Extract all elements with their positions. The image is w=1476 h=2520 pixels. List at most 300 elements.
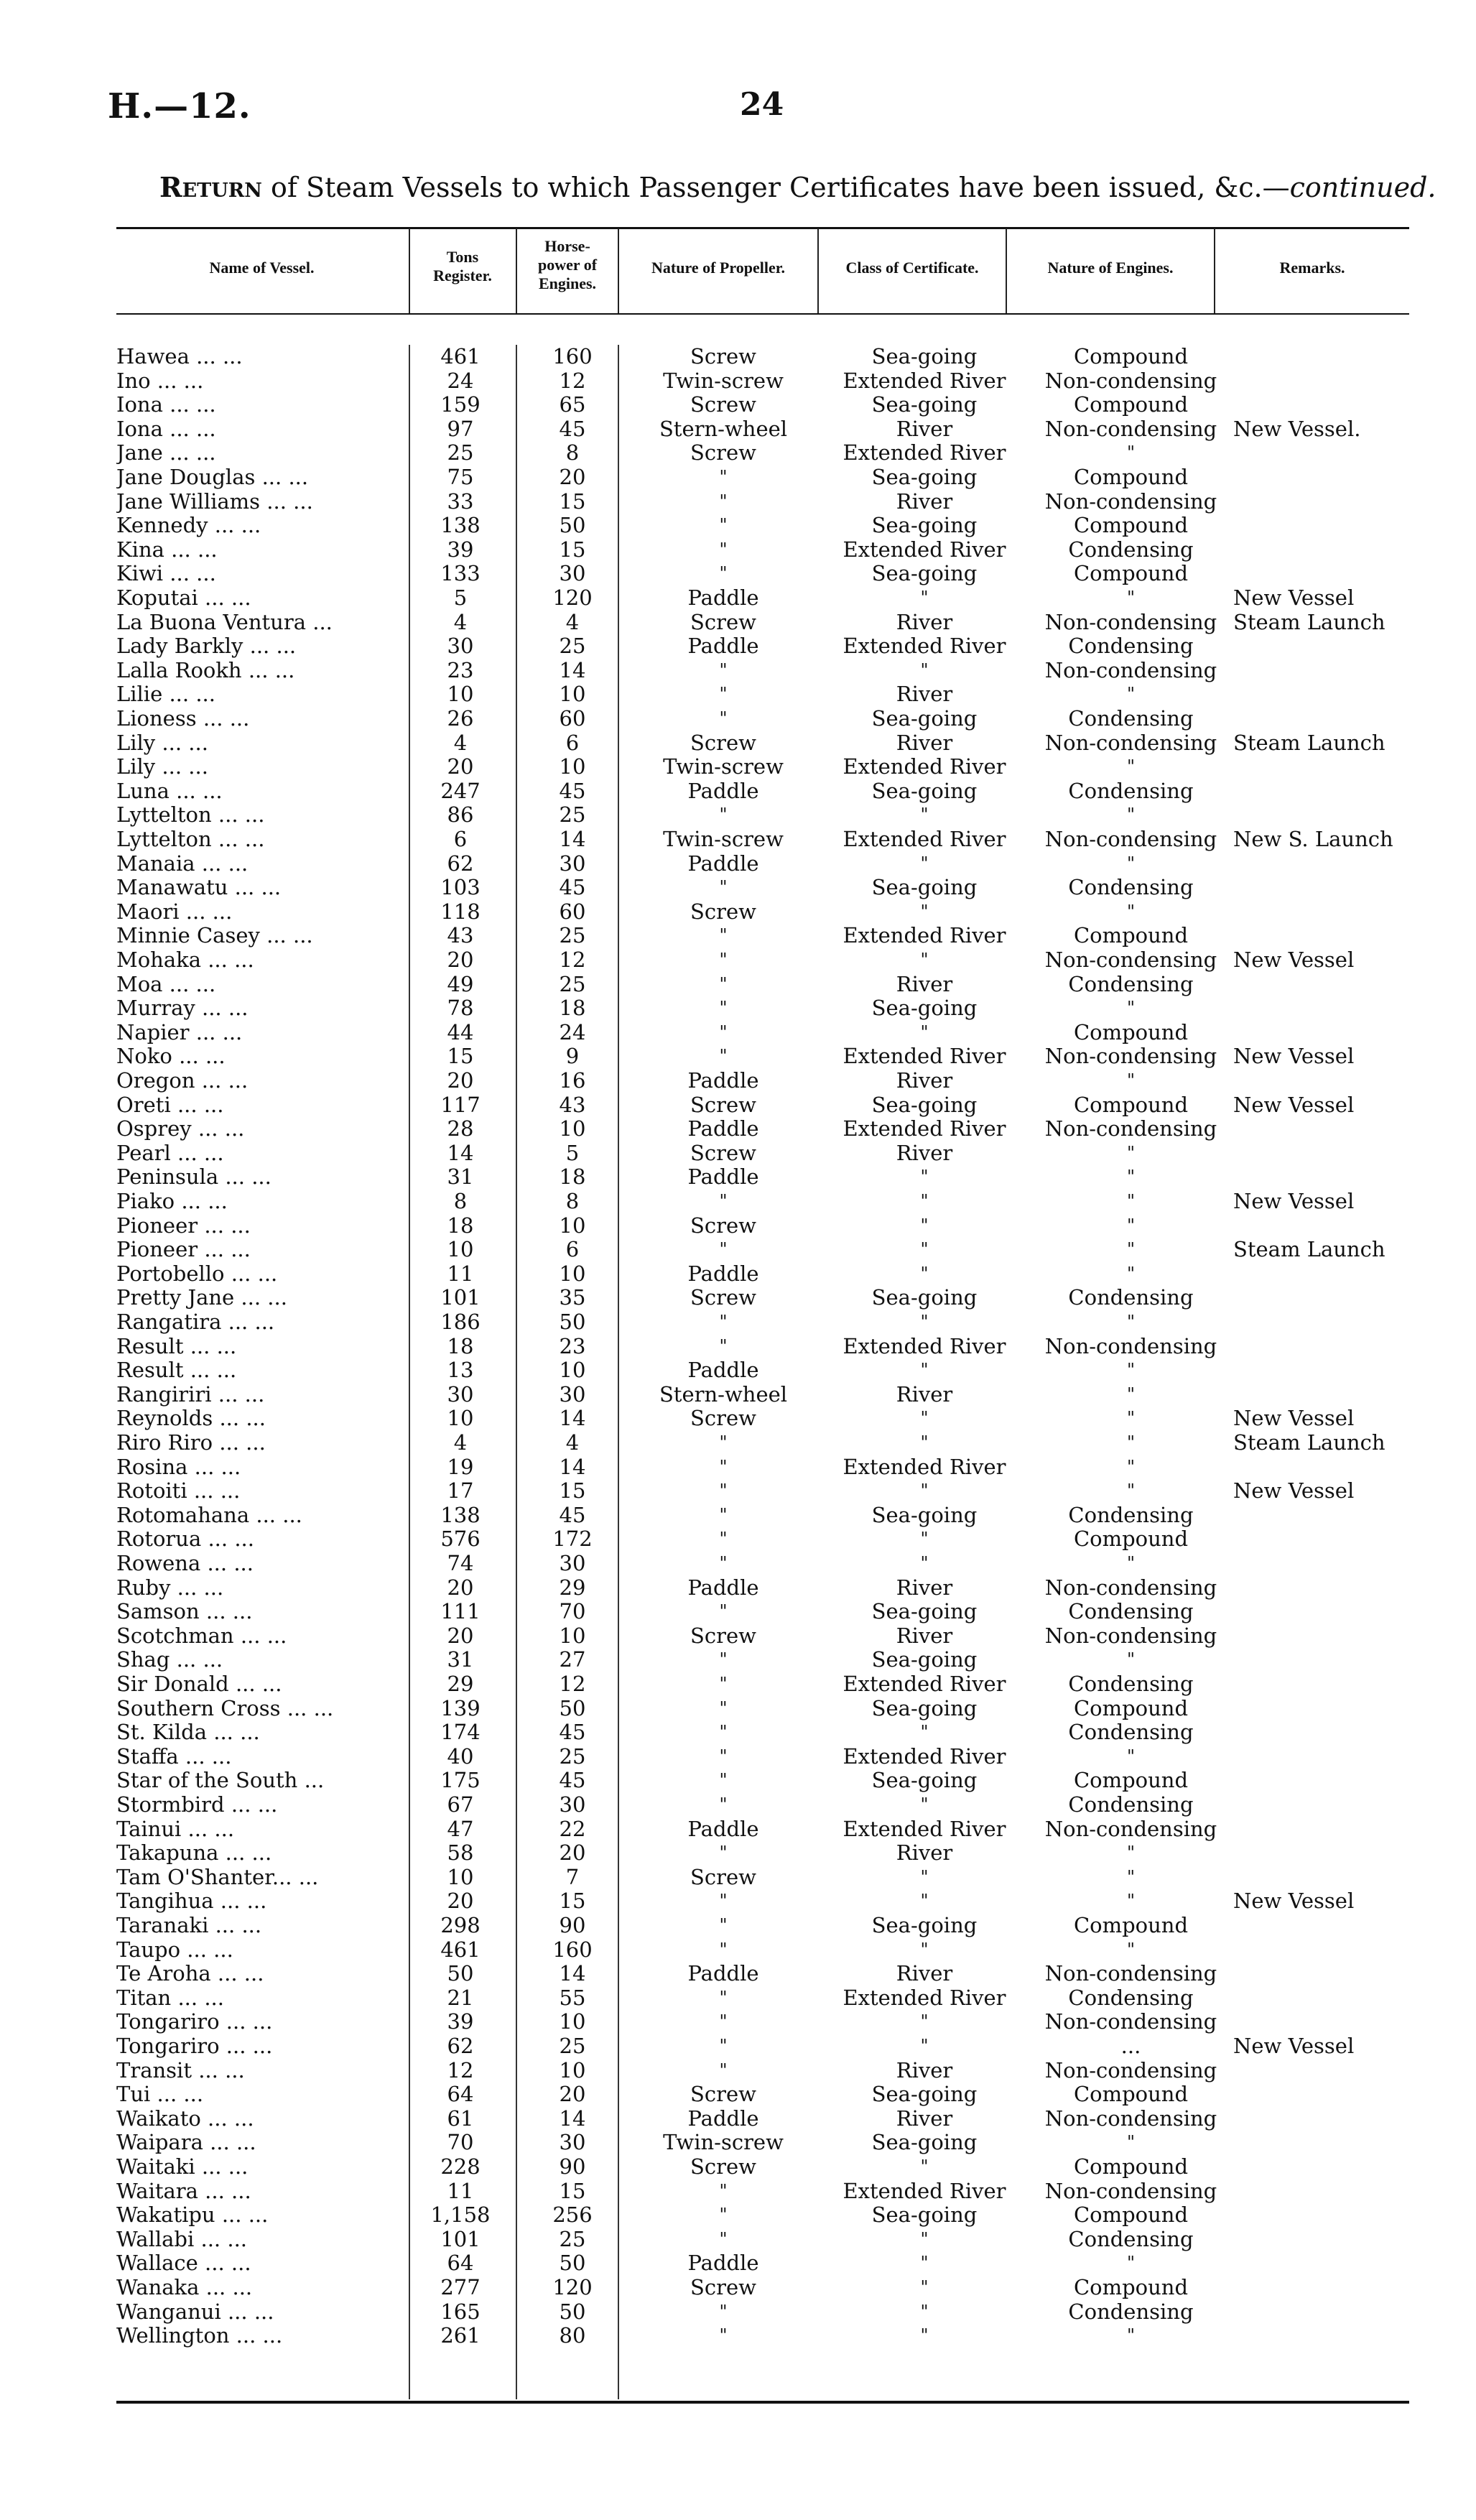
tons-register-cell: 75 bbox=[447, 465, 474, 489]
propeller-cell: Paddle bbox=[687, 851, 759, 876]
table-row bbox=[116, 2228, 1409, 2252]
engine-type-cell: Condensing bbox=[1068, 634, 1194, 659]
tons-register-cell: 133 bbox=[440, 561, 481, 586]
horsepower-cell: 14 bbox=[559, 2106, 586, 2131]
horsepower-cell: 14 bbox=[559, 1406, 586, 1431]
table-title bbox=[159, 171, 1436, 203]
vessel-name-cell: Southern Cross ... ... bbox=[116, 1696, 334, 1720]
certificate-class-cell: " bbox=[920, 1312, 929, 1332]
engine-type-cell: " bbox=[1126, 1553, 1136, 1573]
certificate-class-cell: Extended River bbox=[843, 368, 1006, 393]
propeller-cell: " bbox=[719, 1649, 728, 1670]
engine-type-cell: Compound bbox=[1073, 561, 1189, 586]
certificate-class-cell: Extended River bbox=[843, 1116, 1006, 1141]
table-row bbox=[116, 1793, 1409, 1817]
engine-type-cell: Non-condensing bbox=[1044, 368, 1217, 393]
engine-type-cell: " bbox=[1126, 443, 1136, 463]
horsepower-cell: 20 bbox=[559, 465, 586, 489]
tons-register-cell: 4 bbox=[453, 730, 468, 755]
propeller-cell: Paddle bbox=[687, 1261, 759, 1286]
horsepower-cell: 10 bbox=[559, 682, 586, 707]
horsepower-cell: 30 bbox=[559, 1792, 586, 1817]
certificate-class-cell: Sea-going bbox=[871, 465, 978, 489]
table-row bbox=[116, 1069, 1409, 1093]
table-row bbox=[116, 973, 1409, 997]
horsepower-cell: 70 bbox=[559, 1599, 586, 1624]
horsepower-cell: 30 bbox=[559, 851, 586, 876]
vessel-name-cell: Staffa ... ... bbox=[116, 1744, 232, 1769]
table-row bbox=[116, 755, 1409, 779]
vessel-name-cell: Iona ... ... bbox=[116, 417, 216, 441]
table-row bbox=[116, 1093, 1409, 1118]
propeller-cell: Paddle bbox=[687, 778, 759, 803]
horsepower-cell: 50 bbox=[559, 1310, 586, 1334]
vessel-name-cell: Stormbird ... ... bbox=[116, 1793, 278, 1817]
engine-type-cell: Compound bbox=[1073, 1527, 1189, 1552]
tons-register-cell: 20 bbox=[447, 1623, 474, 1648]
horsepower-cell: 14 bbox=[559, 827, 586, 851]
engine-type-cell: Non-condensing bbox=[1044, 416, 1217, 441]
propeller-cell: " bbox=[719, 1722, 728, 1743]
tons-register-cell: 26 bbox=[447, 706, 474, 731]
table-row bbox=[116, 1383, 1409, 1407]
certificate-class-cell: " bbox=[920, 2011, 929, 2032]
certificate-class-cell: Sea-going bbox=[871, 1913, 978, 1937]
horsepower-cell: 120 bbox=[552, 2275, 593, 2299]
propeller-cell: " bbox=[719, 515, 728, 536]
vessel-name-cell: Wanganui ... ... bbox=[116, 2299, 274, 2324]
certificate-class-cell: River bbox=[896, 1140, 953, 1165]
certificate-class-cell: " bbox=[920, 2277, 929, 2297]
certificate-class-cell: River bbox=[896, 682, 953, 707]
table-row bbox=[116, 586, 1409, 611]
propeller-cell: " bbox=[719, 1432, 728, 1453]
propeller-cell: " bbox=[719, 1191, 728, 1211]
propeller-cell: " bbox=[719, 1046, 728, 1067]
engine-type-cell: " bbox=[1126, 1891, 1136, 1912]
table-row bbox=[116, 634, 1409, 659]
engine-type-cell: Condensing bbox=[1068, 1672, 1194, 1696]
certificate-class-cell: Sea-going bbox=[871, 1285, 978, 1310]
vessel-name-cell: Pretty Jane ... ... bbox=[116, 1286, 287, 1310]
horsepower-cell: 43 bbox=[559, 1092, 586, 1117]
table-row bbox=[116, 2179, 1409, 2204]
table-row bbox=[116, 393, 1409, 417]
engine-type-cell: " bbox=[1126, 1746, 1136, 1766]
certificate-class-cell: " bbox=[920, 1167, 929, 1187]
horsepower-cell: 65 bbox=[559, 392, 586, 417]
engine-type-cell: Non-condensing bbox=[1044, 1623, 1217, 1648]
column-header-engines: Nature of Engines. bbox=[1047, 259, 1174, 277]
vessel-name-cell: Moa ... ... bbox=[116, 972, 216, 996]
table-row bbox=[116, 1962, 1409, 1986]
document-reference: H.—12. bbox=[108, 86, 251, 126]
certificate-class-cell: Extended River bbox=[843, 1044, 1006, 1069]
tons-register-cell: 175 bbox=[440, 1768, 481, 1793]
horsepower-cell: 15 bbox=[559, 537, 586, 562]
table-row bbox=[116, 2083, 1409, 2107]
certificate-class-cell: Extended River bbox=[843, 1333, 1006, 1358]
tons-register-cell: 4 bbox=[453, 1430, 468, 1455]
engine-type-cell: Non-condensing bbox=[1044, 2178, 1217, 2203]
table-row bbox=[116, 417, 1409, 442]
tons-register-cell: 138 bbox=[440, 513, 481, 538]
engine-type-cell: Compound bbox=[1073, 1019, 1189, 1044]
horsepower-cell: 25 bbox=[559, 634, 586, 659]
engine-type-cell: " bbox=[1126, 1843, 1136, 1863]
tons-register-cell: 117 bbox=[440, 1092, 481, 1117]
table-row bbox=[116, 1841, 1409, 1866]
propeller-cell: Paddle bbox=[687, 634, 759, 659]
engine-type-cell: Non-condensing bbox=[1044, 609, 1217, 634]
tons-register-cell: 5 bbox=[453, 585, 468, 610]
vessel-name-cell: Hawea ... ... bbox=[116, 345, 243, 369]
vessel-name-cell: Rangiriri ... ... bbox=[116, 1382, 265, 1407]
remarks-cell: New Vessel bbox=[1233, 1092, 1355, 1117]
vessel-name-cell: Manaia ... ... bbox=[116, 851, 249, 876]
vessel-name-cell: Waitaki ... ... bbox=[116, 2155, 249, 2179]
tons-register-cell: 17 bbox=[447, 1478, 474, 1504]
engine-type-cell: " bbox=[1126, 1432, 1136, 1453]
propeller-cell: " bbox=[719, 1312, 728, 1332]
propeller-cell: Screw bbox=[690, 899, 756, 924]
vessel-name-cell: Maori ... ... bbox=[116, 899, 233, 924]
vessel-name-cell: Rotomahana ... ... bbox=[116, 1503, 302, 1527]
table-row bbox=[116, 2010, 1409, 2034]
column-header-certificate: Class of Certificate. bbox=[845, 259, 979, 277]
engine-type-cell: " bbox=[1126, 1167, 1136, 1187]
horsepower-cell: 10 bbox=[559, 1116, 586, 1141]
vessel-name-cell: Riro Riro ... ... bbox=[116, 1431, 266, 1455]
table-row bbox=[116, 611, 1409, 635]
engine-type-cell: " bbox=[1126, 1215, 1136, 1236]
propeller-cell: " bbox=[719, 659, 728, 680]
vessel-name-cell: Titan ... ... bbox=[116, 1986, 224, 2010]
certificate-class-cell: " bbox=[920, 1408, 929, 1429]
engine-type-cell: Non-condensing bbox=[1044, 1116, 1217, 1141]
vessel-name-cell: Pioneer ... ... bbox=[116, 1238, 251, 1262]
vessel-name-cell: Rotoiti ... ... bbox=[116, 1479, 241, 1504]
horsepower-cell: 6 bbox=[565, 730, 580, 755]
engine-type-cell: Condensing bbox=[1068, 537, 1194, 562]
certificate-class-cell: Extended River bbox=[843, 754, 1006, 779]
tons-register-cell: 43 bbox=[447, 923, 474, 948]
horsepower-cell: 256 bbox=[552, 2202, 593, 2228]
propeller-cell: Screw bbox=[690, 1406, 756, 1431]
table-row bbox=[116, 1745, 1409, 1769]
table-row bbox=[116, 1914, 1409, 1938]
tons-register-cell: 21 bbox=[447, 1985, 474, 2010]
certificate-class-cell: Sea-going bbox=[871, 1695, 978, 1720]
table-row bbox=[116, 1866, 1409, 1890]
table-row bbox=[116, 1504, 1409, 1528]
horsepower-cell: 15 bbox=[559, 488, 586, 514]
vessel-name-cell: Minnie Casey ... ... bbox=[116, 924, 313, 948]
engine-type-cell: Compound bbox=[1073, 1695, 1189, 1720]
horsepower-cell: 24 bbox=[559, 1019, 586, 1044]
horsepower-cell: 15 bbox=[559, 2178, 586, 2203]
horsepower-cell: 6 bbox=[565, 1237, 580, 1262]
vessel-name-cell: Koputai ... ... bbox=[116, 586, 251, 610]
engine-type-cell: Compound bbox=[1073, 2202, 1189, 2228]
table-row bbox=[116, 1117, 1409, 1141]
tons-register-cell: 20 bbox=[447, 1575, 474, 1600]
tons-register-cell: 461 bbox=[440, 1937, 481, 1962]
table-row bbox=[116, 1527, 1409, 1552]
vessel-name-cell: Jane ... ... bbox=[116, 441, 216, 465]
horsepower-cell: 18 bbox=[559, 1164, 586, 1190]
horsepower-cell: 10 bbox=[559, 754, 586, 779]
propeller-cell: " bbox=[719, 708, 728, 728]
engine-type-cell: Non-condensing bbox=[1044, 2106, 1217, 2131]
tons-register-cell: 50 bbox=[447, 1961, 474, 1986]
engine-type-cell: Compound bbox=[1073, 1768, 1189, 1793]
engine-type-cell: Compound bbox=[1073, 2082, 1189, 2107]
propeller-cell: " bbox=[719, 467, 728, 487]
engine-type-cell: Condensing bbox=[1068, 1502, 1194, 1527]
propeller-cell: " bbox=[719, 1939, 728, 1960]
table-row bbox=[116, 731, 1409, 756]
engine-type-cell: ... bbox=[1120, 2034, 1141, 2058]
table-row bbox=[116, 707, 1409, 731]
tons-register-cell: 186 bbox=[440, 1310, 481, 1334]
propeller-cell: Screw bbox=[690, 609, 756, 634]
horsepower-cell: 90 bbox=[559, 1913, 586, 1937]
propeller-cell: " bbox=[719, 1987, 728, 2008]
certificate-class-cell: River bbox=[896, 971, 953, 996]
engine-type-cell: " bbox=[1126, 1408, 1136, 1429]
certificate-class-cell: " bbox=[920, 1191, 929, 1211]
certificate-class-cell: Sea-going bbox=[871, 561, 978, 586]
vessel-name-cell: Murray ... ... bbox=[116, 996, 249, 1021]
tons-register-cell: 461 bbox=[440, 344, 481, 369]
horsepower-cell: 172 bbox=[552, 1527, 593, 1552]
certificate-class-cell: Sea-going bbox=[871, 344, 978, 369]
table-row bbox=[116, 2300, 1409, 2325]
table-row bbox=[116, 2131, 1409, 2155]
tons-register-cell: 15 bbox=[447, 1044, 474, 1069]
horsepower-cell: 18 bbox=[559, 996, 586, 1021]
propeller-cell: " bbox=[719, 2036, 728, 2056]
engine-type-cell: " bbox=[1126, 1456, 1136, 1477]
vessel-name-cell: Waipara ... ... bbox=[116, 2131, 256, 2155]
propeller-cell: Paddle bbox=[687, 1068, 759, 1093]
tons-register-cell: 64 bbox=[447, 2082, 474, 2107]
table-row bbox=[116, 1021, 1409, 1045]
propeller-cell: " bbox=[719, 2301, 728, 2322]
horsepower-cell: 30 bbox=[559, 1551, 586, 1575]
title-continued: continued. bbox=[1289, 172, 1436, 203]
tons-register-cell: 4 bbox=[453, 609, 468, 634]
horsepower-cell: 45 bbox=[559, 416, 586, 441]
engine-type-cell: Compound bbox=[1073, 1913, 1189, 1937]
engine-type-cell: " bbox=[1126, 756, 1136, 777]
horsepower-cell: 4 bbox=[565, 609, 580, 634]
remarks-cell: Steam Launch bbox=[1233, 1237, 1386, 1262]
certificate-class-cell: Sea-going bbox=[871, 2202, 978, 2228]
horsepower-cell: 7 bbox=[565, 1864, 580, 1889]
vessel-name-cell: Sir Donald ... ... bbox=[116, 1672, 282, 1696]
certificate-class-cell: Sea-going bbox=[871, 706, 978, 731]
table-row bbox=[116, 1286, 1409, 1310]
propeller-cell: " bbox=[719, 1529, 728, 1549]
propeller-cell: " bbox=[719, 2180, 728, 2201]
tons-register-cell: 20 bbox=[447, 1889, 474, 1914]
certificate-class-cell: River bbox=[896, 1961, 953, 1986]
vessel-name-cell: Rowena ... ... bbox=[116, 1552, 254, 1575]
certificate-class-cell: Sea-going bbox=[871, 2130, 978, 2155]
propeller-cell: Twin-screw bbox=[663, 827, 784, 851]
certificate-class-cell: River bbox=[896, 1840, 953, 1866]
propeller-cell: " bbox=[719, 950, 728, 970]
propeller-cell: Paddle bbox=[687, 1358, 759, 1383]
tons-register-cell: 23 bbox=[447, 657, 474, 682]
table-row bbox=[116, 1190, 1409, 1214]
vessel-name-cell: Wallabi ... ... bbox=[116, 2227, 248, 2251]
propeller-cell: " bbox=[719, 1891, 728, 1912]
propeller-cell: " bbox=[719, 1239, 728, 1260]
horsepower-cell: 45 bbox=[559, 778, 586, 803]
propeller-cell: " bbox=[719, 539, 728, 560]
propeller-cell: Screw bbox=[690, 1140, 756, 1165]
certificate-class-cell: Sea-going bbox=[871, 778, 978, 803]
vessel-name-cell: Lalla Rookh ... ... bbox=[116, 658, 295, 682]
table-row bbox=[116, 852, 1409, 876]
tons-register-cell: 6 bbox=[453, 827, 468, 851]
propeller-cell: Paddle bbox=[687, 1116, 759, 1141]
horsepower-cell: 50 bbox=[559, 1695, 586, 1720]
table-row bbox=[116, 1407, 1409, 1431]
propeller-cell: Paddle bbox=[687, 1164, 759, 1190]
vessel-name-cell: Samson ... ... bbox=[116, 1600, 253, 1624]
vessel-name-cell: Iona ... ... bbox=[116, 393, 216, 417]
vessel-name-cell: Oreti ... ... bbox=[116, 1093, 224, 1117]
engine-type-cell: Condensing bbox=[1068, 2226, 1194, 2251]
propeller-cell: " bbox=[719, 2011, 728, 2032]
engine-type-cell: Non-condensing bbox=[1044, 1333, 1217, 1358]
propeller-cell: " bbox=[719, 925, 728, 946]
vessel-name-cell: Wallace ... ... bbox=[116, 2251, 251, 2276]
propeller-cell: " bbox=[719, 1770, 728, 1791]
tons-register-cell: 8 bbox=[453, 1189, 468, 1213]
tons-register-cell: 101 bbox=[440, 1285, 481, 1310]
certificate-class-cell: " bbox=[920, 2036, 929, 2056]
vessel-name-cell: Transit ... ... bbox=[116, 2058, 245, 2083]
table-row bbox=[116, 1769, 1409, 1793]
vessel-name-cell: La Buona Ventura ... bbox=[116, 610, 333, 634]
remarks-cell: Steam Launch bbox=[1233, 730, 1386, 755]
engine-type-cell: Non-condensing bbox=[1044, 2009, 1217, 2034]
remarks-cell: New Vessel bbox=[1233, 1478, 1355, 1504]
vessel-name-cell: Napier ... ... bbox=[116, 1020, 243, 1044]
horsepower-cell: 22 bbox=[559, 1816, 586, 1841]
tons-register-cell: 44 bbox=[447, 1019, 474, 1044]
tons-register-cell: 49 bbox=[447, 971, 474, 996]
engine-type-cell: Condensing bbox=[1068, 706, 1194, 731]
tons-register-cell: 39 bbox=[447, 537, 474, 562]
tons-register-cell: 30 bbox=[447, 634, 474, 659]
tons-register-cell: 20 bbox=[447, 948, 474, 972]
vessel-name-cell: Tongariro ... ... bbox=[116, 2034, 273, 2058]
column-header-name: Name of Vessel. bbox=[209, 259, 315, 277]
vessel-name-cell: Takapuna ... ... bbox=[116, 1841, 272, 1866]
propeller-cell: Screw bbox=[690, 1623, 756, 1648]
certificate-class-cell: Extended River bbox=[843, 2178, 1006, 2203]
tons-register-cell: 29 bbox=[447, 1672, 474, 1696]
engine-type-cell: Compound bbox=[1073, 513, 1189, 538]
certificate-class-cell: " bbox=[920, 1022, 929, 1042]
table-row bbox=[116, 2203, 1409, 2228]
header-bottom-rule bbox=[116, 313, 1409, 315]
vessel-name-cell: Mohaka ... ... bbox=[116, 948, 254, 972]
tons-register-cell: 18 bbox=[447, 1213, 474, 1238]
certificate-class-cell: Extended River bbox=[843, 1816, 1006, 1841]
tons-register-cell: 12 bbox=[447, 2057, 474, 2083]
certificate-class-cell: " bbox=[920, 1432, 929, 1453]
table-row bbox=[116, 1335, 1409, 1359]
certificate-class-cell: " bbox=[920, 2325, 929, 2346]
horsepower-cell: 12 bbox=[559, 368, 586, 393]
engine-type-cell: Condensing bbox=[1068, 971, 1194, 996]
certificate-class-cell: " bbox=[920, 1481, 929, 1501]
horsepower-cell: 12 bbox=[559, 1672, 586, 1696]
certificate-class-cell: " bbox=[920, 1239, 929, 1260]
certificate-class-cell: Extended River bbox=[843, 1985, 1006, 2010]
table-top-rule bbox=[116, 227, 1409, 229]
engine-type-cell: Non-condensing bbox=[1044, 948, 1217, 972]
table-row bbox=[116, 1044, 1409, 1069]
tons-register-cell: 62 bbox=[447, 851, 474, 876]
engine-type-cell: " bbox=[1126, 901, 1136, 922]
table-row bbox=[116, 2034, 1409, 2059]
vessel-name-cell: Jane Williams ... ... bbox=[116, 489, 313, 514]
horsepower-cell: 15 bbox=[559, 1889, 586, 1914]
vessel-name-cell: Te Aroha ... ... bbox=[116, 1962, 264, 1986]
tons-register-cell: 111 bbox=[440, 1599, 481, 1624]
propeller-cell: " bbox=[719, 877, 728, 898]
engine-type-cell: " bbox=[1126, 2325, 1136, 2346]
propeller-cell: " bbox=[719, 2325, 728, 2346]
tons-register-cell: 159 bbox=[440, 392, 481, 417]
vessel-name-cell: Noko ... ... bbox=[116, 1044, 226, 1069]
vessel-name-cell: Kiwi ... ... bbox=[116, 562, 216, 586]
certificate-class-cell: Sea-going bbox=[871, 1092, 978, 1117]
tons-register-cell: 18 bbox=[447, 1333, 474, 1358]
certificate-class-cell: Sea-going bbox=[871, 875, 978, 900]
vessel-name-cell: Shag ... ... bbox=[116, 1648, 223, 1672]
horsepower-cell: 25 bbox=[559, 2226, 586, 2251]
table-row bbox=[116, 2059, 1409, 2083]
vessel-name-cell: Tainui ... ... bbox=[116, 1817, 235, 1841]
vessel-name-cell: Wellington ... ... bbox=[116, 2324, 283, 2348]
certificate-class-cell: " bbox=[920, 1360, 929, 1381]
engine-type-cell: " bbox=[1126, 1239, 1136, 1260]
certificate-class-cell: " bbox=[920, 1866, 929, 1887]
engine-type-cell: Compound bbox=[1073, 344, 1189, 369]
certificate-class-cell: River bbox=[896, 2057, 953, 2083]
certificate-class-cell: " bbox=[920, 853, 929, 874]
vessel-name-cell: Lyttelton ... ... bbox=[116, 828, 265, 851]
vessel-name-cell: Pioneer ... ... bbox=[116, 1213, 251, 1238]
propeller-cell: " bbox=[719, 998, 728, 1019]
certificate-class-cell: Sea-going bbox=[871, 2082, 978, 2107]
tons-register-cell: 11 bbox=[447, 2178, 474, 2203]
propeller-cell: " bbox=[719, 491, 728, 511]
table-row bbox=[116, 2155, 1409, 2179]
table-row bbox=[116, 345, 1409, 369]
horsepower-cell: 50 bbox=[559, 513, 586, 538]
vessel-name-cell: Rotorua ... ... bbox=[116, 1527, 254, 1552]
